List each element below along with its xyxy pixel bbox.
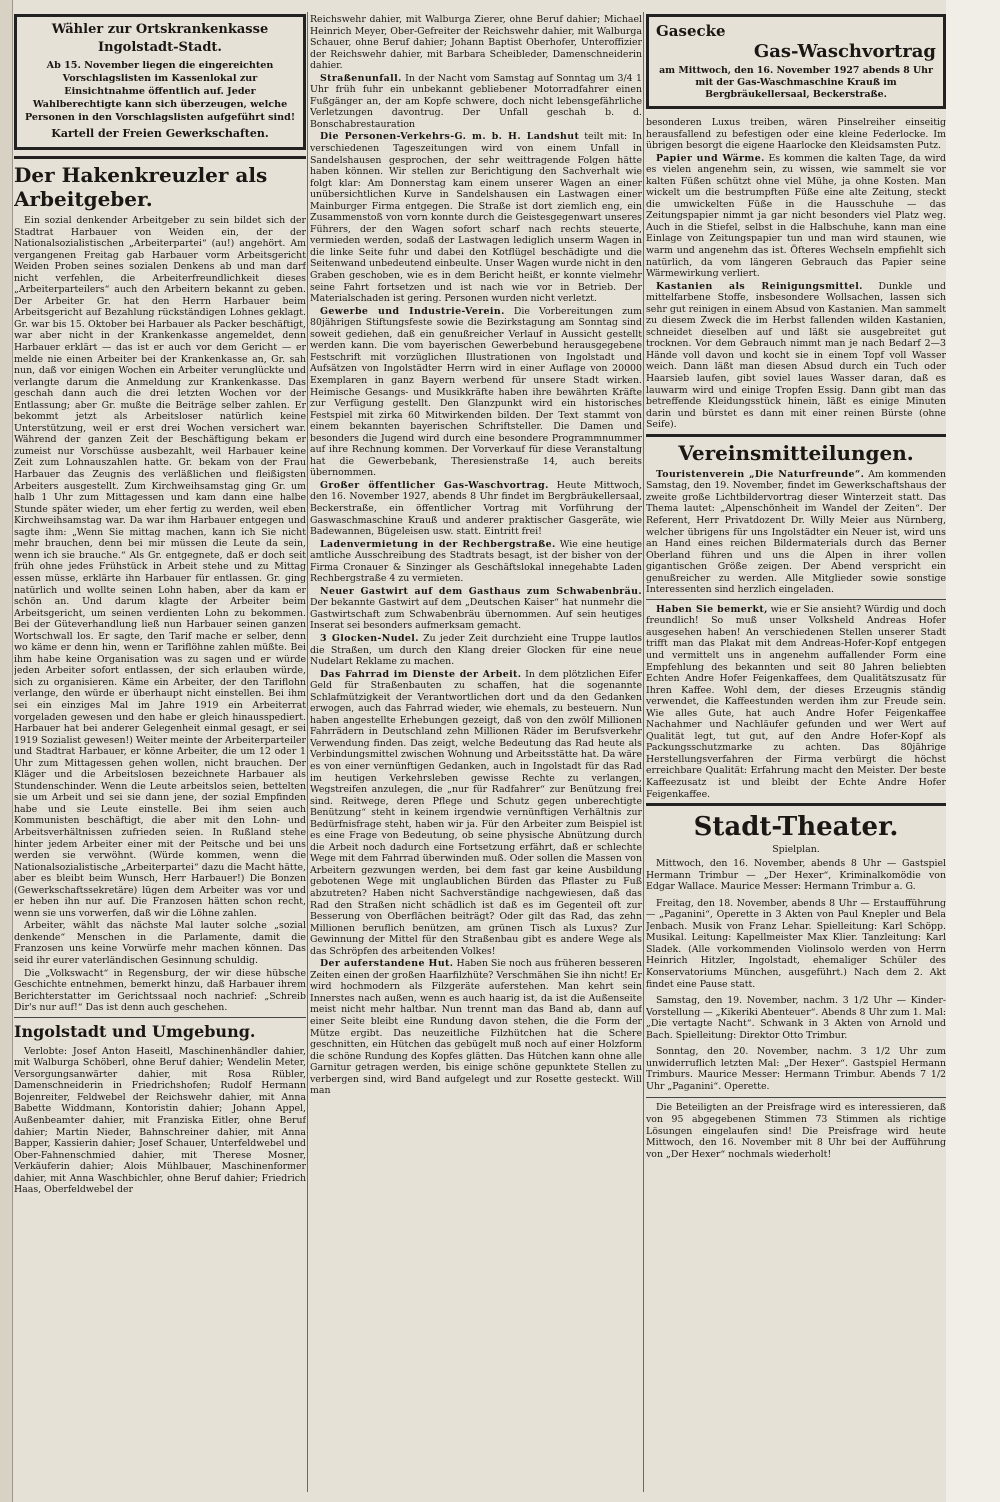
column-divider <box>307 12 308 1492</box>
news-keyword: Touristenverein „Die Naturfreunde“. <box>656 468 865 480</box>
notice-box-ortskrankenkasse <box>14 14 306 150</box>
news-text: Es kommen die kalten Tage, da wird es vielen angenehm sein, zu wissen, wie sammelt sie vor kalten Füßen schützt ohne viel Mühe, ja ohne Kosten. Man wickelt um die bestrumpften Füße eine alte Zeitung, steckt die umwickelten Füße in die Hausschuhe — das Zeitungspapier nimmt ja gar nicht besonders viel Platz weg. Auch in die Stiefel, selbst in die Halbschuhe, kann man eine Einlage von Zeitungspapier tun und man wird staunen, wie warm und angenehm das ist. Öfteres Wechseln empfiehlt sich natürlich, da vom längeren Gebrauch das Papier seine Wärmewirkung verliert. <box>646 152 946 280</box>
hut-continuation: besonderen Luxus treiben, wären Pinselreiher einseitig herausfallend zu befestigen oder eine kleine Federlocke. Im übrigen besorgt die eigene Haarlocke den Kleidsamsten Putz. <box>646 117 946 152</box>
ad-gasecke <box>646 14 946 109</box>
news-text: In dem plötzlichen Eifer Geld für Straßenbauten zu schaffen, hat die sogenannte Schlafmützigkeit der Verantwortlichen dort und da den Gedanken erwogen, auch das Fahrrad wieder, wie ehemals, zu besteuern. Nun haben angestellte Erhebungen gezeigt, daß von den zwölf Millionen Fahrrädern in Deutschland zehn Millionen Räder im Berufsverkehr Verwendung finden. Das zeigt, welche Bedeutung das Rad heute als Verbindungsmittel zwischen Wohnung und Arbeitsstätte hat. Da wäre es von einer vernünftigen Gedanken, auch in Ingolstadt für das Rad im heutigen Verkehrsleben gewisse Rechte zu verlangen, Wegstreifen anzulegen, die „nur für Radfahrer“ zur Benützung frei sind. Reitwege, deren Pflege und Schutz gegen unberechtigte Benützung“ steht in keinem irgendwie vernünftigen Verhältnis zur Bedürfnisfrage steht, haben wir ja. Für den Arbeiter zum Beispiel ist es eine Frage von Bedeutung, ob seine physische Abnützung durch die Arbeit noch dadurch eine Fortsetzung erfährt, daß er schlechte Wege mit dem Fahrrad überwinden muß. Oder sollen die Massen von Arbeitern gezwungen werden, bei dem fast gar keine Ausbildung gebotenen Wege mit unglaublichen Bürden das Pflaster zu Fuß abzutreten? Haben nicht Sachverständige nachgewiesen, daß das Rad den Straßen nicht schädlich ist daß es im Gegenteil oft zur Besserung von Oberflächen beiträgt? Oder gilt das Rad, das zehn Millionen beruflich benützen, am grünen Tisch als Luxus? Zur Gewinnung der Mittel für den Straßenbau gibt es andere Wege als das Schröpfen des arbeitenden Volkes! <box>310 668 642 957</box>
notice-box-heading: Wähler zur Ortskrankenkasse Ingolstadt-Stadt. <box>51 22 269 55</box>
news-keyword: Haben Sie bemerkt, <box>656 603 768 615</box>
article-hakenkreuzler-paragraph: Ein sozial denkender Arbeitgeber zu sein bildet sich der Stadtrat Harbauer von Weiden ein, der der Nationalsozialistischen „Arbeiterpartei“ (au!) angehört. Am vergangenen Freitag gab Harbauer vorm Arbeitsgericht Weiden Proben seines sozialen Denkens ab und man darf nicht verfehlen, die Arbeiterfreundlichkeit dieses „Arbeiterparteilers“ auch den Arbeitern bekannt zu geben. Der Arbeiter Gr. hat den Herrn Harbauer beim Arbeitsgericht auf Bezahlung rückständigen Lohnes geklagt. Gr. war bis 15. Oktober bei Harbauer als Packer beschäftigt, war aber nicht in der Krankenkasse angemeldet, denn Harbauer erklärt — das ist er auch vor dem Gericht — er melde nie einen Arbeiter bei der Krankenkasse an, Gr. sah nun, daß vor einigen Wochen ein Arbeiter verunglückte und verlangte darum die Anmeldung zur Krankenkasse. Das geschah dann auch die drei letzten Wochen vor der Entlassung; aber Gr. mußte die Beiträge selber zahlen. Er bekommt jetzt als Arbeitsloser natürlich keine Unterstützung, weil er erst drei Wochen versichert war. Während der ganzen Zeit der Beschäftigung bekam er zumeist nur Vorschüsse ausbezahlt, weil Harbauer keine Zeit zum Lohnauszahlen hatte. Gr. bekam von der Frau Harbauer das Zeugnis des verläßlichen und fleißigsten Arbeiters ausgestellt. Zum Kirchweihsamstag ging Gr. um halb 1 Uhr zum Mittagessen und kam dann eine halbe Stunde später wieder, um eher fertig zu werden, weil eben Kirchweihsamstag war. Da war ihm Harbauer entgegen und sagte ihm: „Wenn Sie mittag machen, kann ich Sie nicht mehr brauchen, denn bei mir müssen die Leute da sein, wenn ich sie brauche.“ Als Gr. entgegnete, daß er doch seit früh ohne jedes Frühstück in Arbeit stehe und zu Mittag essen müsse, erklärte ihn Harbauer für entlassen. Gr. ging natürlich und wollte seinen Lohn haben, aber da kam er schön an. Und darum klagte der Arbeiter beim Arbeitsgericht, um seinen verdienten Lohn zu bekommen. Bei der Güteverhandlung ließ nun Harbauer seinen ganzen Wortschwall los. Er sagte, den Tarif mache er selber, denn wo käme er denn hin, wenn er Tariflöhne zahlen müßte. Bei ihm habe keine Organisation was zu sagen und er würde jeden Arbeiter sofort entlassen, der sich erlauben würde, sich zu organisieren. Käme ein Arbeiter, der den Tariflohn verlange, den würde er überhaupt nicht einstellen. Bei ihm sei ein einziges Mal im Jahre 1919 ein Arbeiterrat vorgeladen gewesen und den habe er gleich hinausspediert. Harbauer hat bei anderer Gelegenheit einmal gesagt, er sei 1919 Sozialist gewesen!) Weiter meinte der Arbeiterparteiler und Stadtrat Harbauer, er könne Arbeiter, die um 12 oder 1 Uhr zum Mittagessen gehen wollen, nicht brauchen. Der Kläger und die Arbeitslosen bezeichnete Harbauer als Stundenschinder. Wenn die Leute arbeitslos seien, bettelten sie um Arbeit und sei sie dann jene, der sozial Empfinden habe und sie Leute einstelle. Bei ihm seien auch Kommunisten beschäftigt, die aber mit den Lohn- und Arbeitsverhältnissen zufrieden seien. In Rußland stehe hinter jedem Arbeiter einer mit der Peitsche und bei uns werden sie verwöhnt. (Würde kommen, wenn die Nationalsozialistische „Arbeiterpartei“ dazu die Macht hätte, aber es bleibt beim Wunsch, Herr Harbauer!) Die Bonzen (Gewerkschaftssekretäre) lügen dem Arbeiter was vor und er heben ihn nur auf. Die Franzosen hätten schon recht, wenn sie uns vorwerfen, daß wir die Löhne zahlen. <box>14 215 306 919</box>
news-keyword: Gewerbe und Industrie-Verein. <box>320 305 505 317</box>
news-text: Heute Mittwoch, den 16. November 1927, abends 8 Uhr findet im Bergbräukellersaal, Beckerstraße, ein öffentlicher Vortrag mit Vorführung der Gaswaschmaschine Krauß und anderer praktischer Gasgeräte, wie Badewannen, Bügeleisen usw. statt. Eintritt frei! <box>310 479 642 538</box>
news-keyword: Kastanien als Reinigungsmittel. <box>656 280 863 292</box>
program-entry: Mittwoch, den 16. November, abends 8 Uhr — Gastspiel Hermann Trimbur — „Der Hexer“, Kriminalkomödie von Edgar Wallace. Maurice Messer: Hermann Trimbur a. G. <box>646 858 946 893</box>
news-text: Dunkle und mittelfarbene Stoffe, insbesondere Wollsachen, lassen sich sehr gut reinigen in einem Absud von Kastanien. Man sammelt zu diesem Zweck die im Herbst fallenden wilden Kastanien, schneidet dieselben auf und läßt sie ausgebreitet gut trocknen. Vor dem Gebrauch nimmt man je nach Bedarf 2—3 Hände voll davon und kocht sie in einem Topf voll Wasser weich. Dann läßt man diesen Absud durch ein Tuch oder Haarsieb laufen, gibt soviel laues Wasser daran, daß es lauwarm wird und einige Tropfen Essig. Dann gibt man das betreffende Kleidungsstück hinein, läßt es einige Minuten darin und bürstet es dann mit einer reinen Bürste (ohne Seife). <box>646 280 946 431</box>
news-text: Die Vorbereitungen zum 80jährigen Stiftungsfeste sowie die Bezirkstagung am Sonntag sind soweit gediehen, daß ein genußreicher Verlauf in Aussicht gestellt werden kann. Die vom bayerischen Gewerbebund herausgegebene Festschrift mit vorzüglichen Illustrationen von Ingolstadt und Aufsätzen von Ingolstädter Herrn wird in einer Auflage von 20000 Exemplaren in ganz Bayern werbend für unsere Stadt wirken. Heimische Gesangs- und Musikkräfte haben ihre bewährten Kräfte zur Verfügung gestellt. Den Glanzpunkt wird ein historisches Festspiel mit zirka 60 Mitwirkenden bilden. Der Text stammt von einem bekannten bayerischen Schriftsteller. Die Damen und besonders die Jugend wird durch eine besondere Programmnummer auf ihre Rechnung kommen. Der Vorverkauf für diese Veranstaltung hat die Gewerbebank, Theresienstraße 14, auch bereits übernommen. <box>310 305 642 479</box>
right-page-margin <box>946 0 1000 1502</box>
ad-gasecke-details: am Mittwoch, den 16. November 1927 abends 8 Uhr mit der Gas-Waschmaschine Krauß im Bergbräukellersaal, Beckerstraße. <box>659 65 933 100</box>
column-divider <box>643 12 644 1492</box>
program-entry: Sonntag, den 20. November, nachm. 3 1/2 Uhr zum unwiderruflich letzten Mal: „Der Hexer“. Gastspiel Hermann Trimburs. Maurice Messer: Hermann Trimbur. Abends 7 1/2 Uhr „Paganini“. Operette. <box>646 1046 946 1092</box>
news-keyword: Die Personen-Verkehrs-G. m. b. H. Landshut <box>320 131 580 143</box>
news-text: Haben Sie noch aus früheren besseren Zeiten einen der großen Haarfilzhüte? Verschmähen Sie ihn nicht! Er wird hochmodern als Filzgeräte auferstehen. Man kehrt sein Innerstes nach außen, wenn es auch haarig ist, da ist die Außenseite meist nicht mehr haltbar. Nun trennt man das Band ab, dann auf einer Seite bleibt eine Rundung davon stehen, die die Form der Mütze ergibt. Das neuzeitliche Filzhütchen hat die Schere geschnitten, ein Hütchen das gebügelt muß noch auf einer Holzform die schöne Rundung des Kopfes glätten. Das Hütchen kann ohne alle Garnitur getragen werden, bis einige schöne gepunktete Stellen zu verbergen sind, wird Band aufgelegt und zur Rosette gesteckt. Will man <box>310 958 642 1097</box>
news-text: Der bekannte Gastwirt auf dem „Deutschen Kaiser“ hat nunmehr die Gastwirtschaft zum Schwabenbräu übernommen. Auf sein heutiges Inserat sei besonders aufmerksam gemacht. <box>310 597 642 632</box>
article-hakenkreuzler-paragraph: Arbeiter, wählt das nächste Mal lauter solche „sozial denkende“ Menschen in die Parlamente, damit die Franzosen uns keine Vorwürfe mehr machen können. Das seid ihr eurer vaterländischen Gesinnung schuldig. <box>14 920 306 966</box>
preisfrage-note: Die Beteiligten an der Preisfrage wird es interessieren, daß von 95 abgegebenen Stimmen 73 Stimmen als richtige Lösungen eingelaufen sind! Die Preisfrage wird heute Mittwoch, den 16. November mit 8 Uhr bei der Aufführung von „Der Hexer“ nochmals wiederholt! <box>646 1102 946 1160</box>
program-entry: Freitag, den 18. November, abends 8 Uhr — Erstaufführung — „Paganini“, Operette in 3 Akten von Paul Knepler und Bela Jenbach. Musik von Franz Lehar. Spielleitung: Karl Schöpp. Musikal. Leitung: Kapellmeister Max Klier. Tanzleitung: Karl Sladek. (Alle vorkommenden Violinsolo werden von Herrn Heinrich Hitzler, Ingolstadt, ehemaliger Schüler des Konservatoriums München, ausgeführt.) Nach dem 2. Akt findet eine Pause statt. <box>646 897 946 990</box>
section-rule <box>646 1097 946 1098</box>
spielplan-subtitle: Spielplan. <box>772 844 820 856</box>
news-keyword: Papier und Wärme. <box>656 152 765 164</box>
column-1 <box>14 14 306 1197</box>
section-rule <box>14 1017 306 1018</box>
news-keyword: Straßenunfall. <box>320 72 402 84</box>
news-text: Wie eine heutige amtliche Ausschreibung des Stadtrats besagt, ist der bisher von der Firma Cronauer & Sinzinger als Geschäftslokal innegehabte Laden Rechbergstraße 4 zu vermieten. <box>310 538 642 585</box>
section-rule <box>646 599 946 600</box>
news-keyword: Großer öffentlicher Gas-Waschvortrag. <box>320 479 549 491</box>
news-keyword: Das Fahrrad im Dienste der Arbeit. <box>320 668 522 680</box>
theater-program <box>646 858 946 1092</box>
section-title-vereinsmitteilungen: Vereinsmitteilungen. <box>678 440 914 465</box>
news-keyword: Neuer Gastwirt auf dem Gasthaus zum Schwabenbräu. <box>320 585 642 597</box>
verlobte-paragraph: Verlobte: Josef Anton Haseitl, Maschinenhändler dahier, mit Walburga Schöberl, ohne Beruf dahier; Wendelin Meter, Versorgungsanwärter dahier, mit Rosa Rübler, Damenschneiderin in Friedrichshofen; Rudolf Hermann Bojenreiter, Feldwebel der Reichswehr dahier, mit Anna Babette Widdmann, Kontoristin dahier; Johann Appel, Außenbeamter dahier, mit Franziska Eitler, ohne Beruf dahier; Martin Nieder, Bahnschreiner dahier, mit Anna Bapper, Kassierin dahier; Josef Schauer, Unterfeldwebel und Ober-Fahnenschmied dahier, mit Therese Mosner, Verkäuferin dahier; Alois Mühlbauer, Maschinenformer dahier, mit Anna Waschbichler, ohne Beruf dahier; Friedrich Haas, Oberfeldwebel der <box>14 1045 306 1196</box>
news-keyword: Der auferstandene Hut. <box>320 958 454 970</box>
news-text: wie er Sie ansieht? Würdig und doch freundlich! So muß unser Volksheld Andreas Hofer ausgesehen haben! An verschiedenen Stellen unserer Stadt trifft man das Plakat mit dem Andreas-Hofer-Kopf entgegen und vermittelt uns in angenehm auffallender Form eine Empfehlung des bekannten und seit 80 Jahren beliebten Echten Andre Hofer Feigenkaffees, dem Qualitätszusatz für Ihren Kaffee. Wohl dem, der dieses Erzeugnis ständig verwendet, die Kaffeestunden werden ihm zur Freude sein. Wie alles Gute, hat auch Andre Hofer Feigenkaffee Nachahmer und Nachläufer gefunden und wer Wert auf Qualität legt, tut gut, auf den Andre Hofer-Kopf als Packungsschutzmarke zu achten. Das 80jährige Herstellungsverfahren der Firma verbürgt die höchst erreichbare Qualität: Erfahrung macht den Meister. Der beste Kaffeezusatz ist und bleibt der Echte Andre Hofer Feigenkaffee. <box>646 603 946 800</box>
section-title-ingolstadt: Ingolstadt und Umgebung. <box>14 1021 256 1041</box>
news-keyword: 3 Glocken-Nudel. <box>320 632 419 644</box>
section-rule <box>646 434 946 437</box>
column-2 <box>310 14 642 1098</box>
section-rule <box>646 803 946 806</box>
news-text: Zu jeder Zeit durchzieht eine Truppe lautlos die Straßen, um durch den Klang dreier Glocken für eine neue Nudelart Reklame zu machen. <box>310 632 642 668</box>
ad-gasecke-brand: Gasecke <box>656 22 726 40</box>
notice-box-body: Ab 15. November liegen die eingereichten Vorschlagslisten im Kassenlokal zur Einsichtnahme öffentlich auf. Jeder Wahlberechtigte kann sich überzeugen, welche Personen in den Vorschlagslisten aufgeführt sind! <box>24 60 296 123</box>
news-keyword: Ladenvermietung in der Rechbergstraße. <box>320 538 556 550</box>
article-hakenkreuzler-paragraph: Die „Volkswacht“ in Regensburg, der wir diese hübsche Geschichte entnehmen, bemerkt hinzu, daß Harbauer ihrem Berichterstatter im Gerichtssaal noch nachrief: „Schreib Dir's nur auf!“ Das ist denn auch geschehen. <box>14 967 306 1014</box>
news-text: teilt mit: In verschiedenen Tageszeitungen wird von einem Unfall in Sandelshausen gesprochen, der sehr weittragende Folgen hätte haben können. Wir stellen zur Berichtigung den Sachverhalt wie folgt klar: Am Donnerstag kam einem unserer Wagen an einer unübersichtlichen Kurve in Sandelshausen ein Lastwagen einer Mainburger Firma entgegen. Die Straße ist dort ziemlich eng, ein Zusammenstoß von vorn konnte durch die Geistesgegenwart unseres Führers, der den Wagen sofort scharf nach rechts steuerte, vermieden werden, sodaß der Lastwagen lediglich unserm Wagen in die linke Seite fuhr und dabei den Kotflügel beschädigte und die Seitenwand unbedeutend einbeulte. Unser Wagen wurde nicht in den Graben geschoben, wie es in dem Bericht heißt, er konnte vielmehr seine Fahrt fortsetzen und ist nach wie vor in Betrieb. Der Materialschaden ist gering. Personen wurden nicht verletzt. <box>310 131 642 305</box>
article-title-hakenkreuzler: Der Hakenkreuzler als Arbeitgeber. <box>14 163 268 211</box>
left-page-gutter <box>0 0 13 1502</box>
stadt-theater-title: Stadt-Theater. <box>693 812 899 843</box>
verlobte-continuation: Reichswehr dahier, mit Walburga Zierer, ohne Beruf dahier; Michael Heinrich Meyer, Ober-Gefreiter der Reichswehr dahier, mit Walburga Schauer, ohne Beruf dahier; Johann Baptist Oberhofer, Unteroffizier der Reichswehr dahier, mit Barbara Scheibleder, Damenschneiderin dahier. <box>310 14 642 72</box>
column-3 <box>646 14 946 1161</box>
news-text: Am kommenden Samstag, den 19. November, findet im Gewerkschaftshaus der zweite große Lichtbildervortrag dieser Winterzeit statt. Das Thema lautet: „Alpenschönheit im Wandel der Zeiten“. Der Referent, Herr Privatdozent Dr. Willy Meier aus Nürnberg, welcher übrigens für uns Ingolstädter ein Neuer ist, wird uns an Hand eines reichen Bildermaterials durch das Berner Oberland führen und uns die Alpen in ihrer vollen gigantischen Größe zeigen. Der Abend verspricht ein genußreicher zu werden. Alle Mitglieder sowie sonstige Interessenten sind herzlich eingeladen. <box>646 468 946 596</box>
section-rule <box>14 156 306 159</box>
news-text: In der Nacht vom Samstag auf Sonntag um 3/4 1 Uhr früh fuhr ein unbekannt gebliebener Motorradfahrer einen Fußgänger an, der am Kopfe schwere, doch nicht lebensgefährliche Verletzungen davontrug. Der Unfall geschah b. d. Bonschabrestauration <box>310 72 642 130</box>
ad-gasecke-headline: Gas-Waschvortrag <box>753 41 936 62</box>
notice-box-signature: Kartell der Freien Gewerkschaften. <box>51 127 269 140</box>
program-entry: Samstag, den 19. November, nachm. 3 1/2 Uhr — Kinder-Vorstellung — „Kikeriki Abenteuer“. Abends 8 Uhr zum 1. Mal: „Die vertagte Nacht“. Schwank in 3 Akten von Arnold und Bach. Spielleitung: Direktor Otto Trimbur. <box>646 995 946 1041</box>
